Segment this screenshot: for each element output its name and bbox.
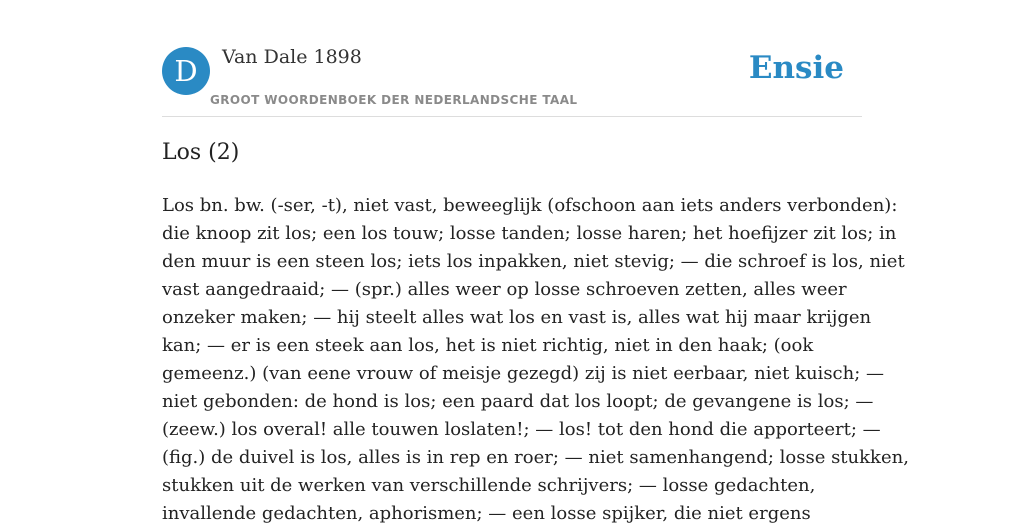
definition-line: kan; — er is een steek aan los, het is niet richtig, niet in den haak; (ook [162,335,814,356]
definition-line: vast aangedraaid; — (spr.) alles weer op losse schroeven zetten, alles weer [162,279,847,300]
source-title[interactable]: Van Dale 1898 [222,46,362,68]
dictionary-header [162,46,862,117]
definition-line: Los bn. bw. (-ser, -t), niet vast, beweeglijk (ofschoon aan iets anders verbonden): [162,195,898,216]
entry-title: Los (2) [162,140,240,165]
definition-line: invallende gedachten, aphorismen; — een losse spijker, die niet ergens [162,503,811,524]
dictionary-logo-avatar[interactable]: D [162,47,210,95]
definition-line: (fig.) de duivel is los, alles is in rep en roer; — niet samenhangend; losse stukken, [162,447,909,468]
definition-line: onzeker maken; — hij steelt alles wat los en vast is, alles wat hij maar krijgen [162,307,872,328]
definition-line: stukken uit de werken van verschillende schrijvers; — losse gedachten, [162,475,816,496]
definition-line: die knoop zit los; een los touw; losse tanden; losse haren; het hoefijzer zit los; in [162,223,897,244]
definition-line: niet gebonden: de hond is los; een paard dat los loopt; de gevangene is los; — [162,391,874,412]
definition-line: den muur is een steen los; iets los inpakken, niet stevig; — die schroef is los, niet [162,251,905,272]
ensie-logo[interactable]: Ensie [748,50,844,86]
definition-line: gemeenz.) (van eene vrouw of meisje gezegd) zij is niet eerbaar, niet kuisch; — [162,363,885,384]
entry-definition [162,192,909,528]
source-subtitle: GROOT WOORDENBOEK DER NEDERLANDSCHE TAAL [210,93,578,107]
definition-line: (zeew.) los overal! alle touwen loslaten!; — los! tot den hond die apporteert; — [162,419,881,440]
